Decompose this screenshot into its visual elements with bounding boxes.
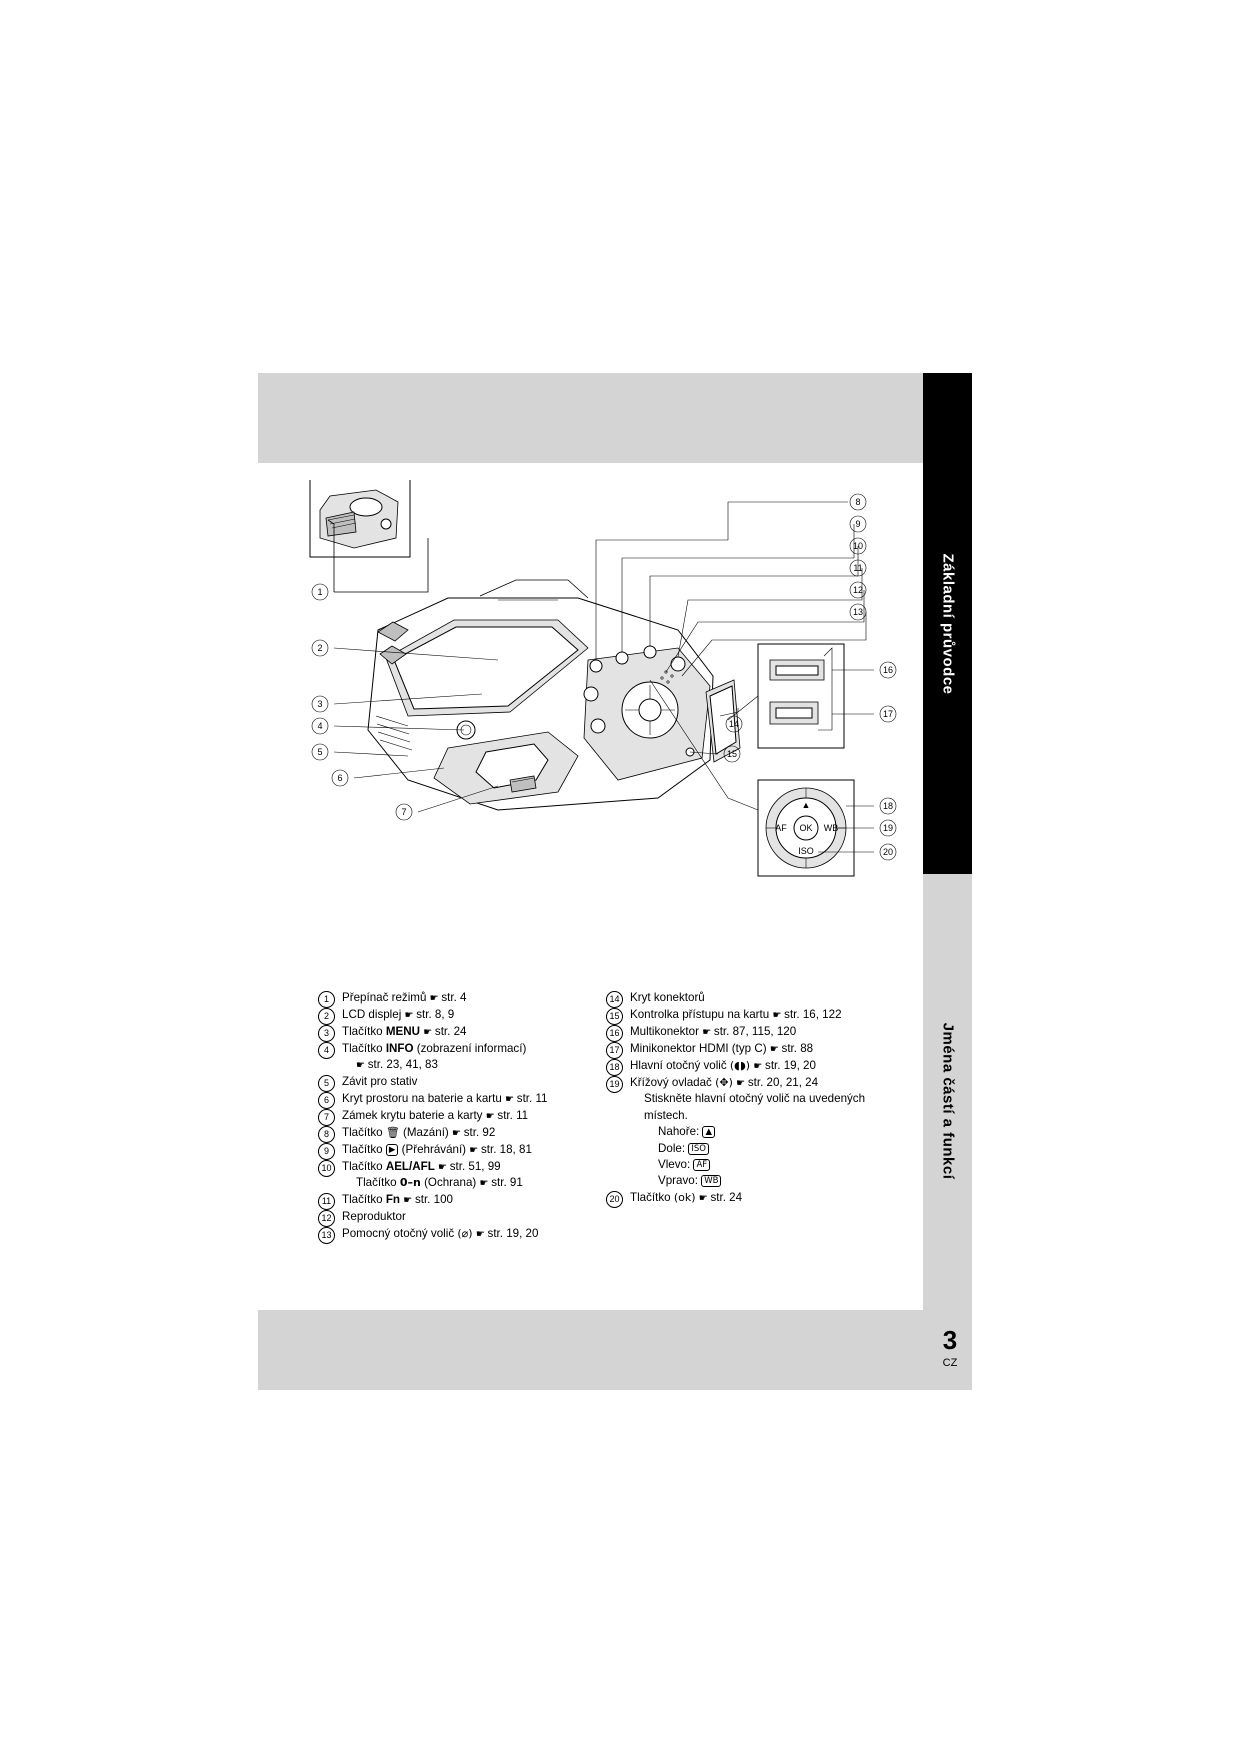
svg-text:8: 8 bbox=[855, 497, 861, 507]
reference-icon: ☛ bbox=[769, 1043, 779, 1055]
delete-icon: 🗑 bbox=[385, 1126, 400, 1140]
svg-text:11: 11 bbox=[853, 563, 863, 573]
chapter-tab-basic-guide bbox=[923, 373, 972, 874]
callout-number: 15 bbox=[606, 1008, 623, 1025]
legend-text: Tlačítko bbox=[342, 1143, 383, 1157]
header-band bbox=[258, 373, 972, 463]
legend-direction-down: Dole: bbox=[658, 1141, 686, 1155]
callout-number: 20 bbox=[606, 1191, 623, 1208]
reference-icon: ☛ bbox=[736, 1077, 745, 1089]
legend-item bbox=[318, 1125, 603, 1141]
reference-icon: ☛ bbox=[702, 1026, 711, 1038]
legend-button-name: Fn bbox=[385, 1193, 400, 1207]
legend-text: Kontrolka přístupu na kartu bbox=[630, 1007, 770, 1021]
legend-text: Přepínač režimů bbox=[342, 991, 427, 1004]
legend-item bbox=[318, 1142, 603, 1158]
callout-number: 7 bbox=[318, 1109, 335, 1126]
legend-subline bbox=[342, 1175, 603, 1191]
arrow-pad-icon: (✥) bbox=[715, 1075, 733, 1089]
reference-icon: ☛ bbox=[429, 993, 439, 1004]
legend-item bbox=[606, 1041, 916, 1057]
legend-text: Tlačítko bbox=[356, 1176, 397, 1190]
reference-icon: ☛ bbox=[505, 1094, 514, 1106]
legend-item bbox=[606, 1058, 916, 1074]
reference-icon: ☛ bbox=[698, 1193, 708, 1205]
legend-text-after: (Přehrávání) bbox=[401, 1143, 467, 1157]
camera-diagram bbox=[258, 480, 923, 985]
svg-text:12: 12 bbox=[852, 585, 864, 595]
legend-ref: str. 11 bbox=[516, 1092, 548, 1106]
legend-ref: str. 20, 21, 24 bbox=[747, 1075, 819, 1089]
legend-button-name: AEL/AFL bbox=[385, 1160, 435, 1174]
reference-icon: ☛ bbox=[479, 1178, 488, 1190]
legend-subline bbox=[342, 1057, 603, 1073]
callout-number: 9 bbox=[318, 1143, 335, 1160]
reference-icon: ☛ bbox=[772, 1009, 781, 1021]
callout-number: 13 bbox=[318, 1227, 335, 1244]
reference-icon: ☛ bbox=[485, 1111, 495, 1123]
callout-number: 2 bbox=[318, 1008, 335, 1025]
svg-text:9: 9 bbox=[855, 519, 861, 529]
svg-text:14: 14 bbox=[728, 719, 740, 729]
reference-icon: ☛ bbox=[356, 1060, 365, 1072]
svg-text:6: 6 bbox=[337, 773, 343, 783]
legend-item bbox=[318, 1074, 603, 1090]
reference-icon: ☛ bbox=[475, 1229, 485, 1241]
legend-item bbox=[606, 990, 916, 1006]
protect-icon: 0–n bbox=[399, 1176, 421, 1190]
legend-ref: str. 16, 122 bbox=[784, 1007, 842, 1021]
legend-direction-right: Vpravo: bbox=[658, 1174, 698, 1188]
legend-ref: str. 18, 81 bbox=[480, 1143, 532, 1157]
svg-text:3: 3 bbox=[317, 699, 323, 709]
legend-text: Tlačítko bbox=[342, 1024, 383, 1038]
callout-number: 17 bbox=[606, 1042, 623, 1059]
svg-text:10: 10 bbox=[852, 541, 864, 551]
reference-icon: ☛ bbox=[452, 1128, 461, 1140]
callout-number: 1 bbox=[318, 991, 335, 1008]
legend-text-after: (Mazání) bbox=[403, 1126, 449, 1140]
legend-ref: str. 51, 99 bbox=[449, 1160, 501, 1174]
callout-number: 6 bbox=[318, 1092, 335, 1109]
chapter-tab-part-names bbox=[923, 874, 972, 1390]
legend-item bbox=[318, 1007, 603, 1023]
legend-subline bbox=[630, 1157, 916, 1173]
callout-number: 18 bbox=[606, 1059, 623, 1076]
playback-icon: ▶ bbox=[386, 1144, 399, 1156]
legend-item bbox=[318, 1108, 603, 1124]
legend-item bbox=[606, 1075, 916, 1190]
svg-text:17: 17 bbox=[882, 709, 894, 719]
svg-text:WB: WB bbox=[823, 823, 839, 833]
ok-button-icon: (ok) bbox=[673, 1191, 696, 1205]
callout-number: 12 bbox=[318, 1210, 335, 1227]
svg-text:2: 2 bbox=[317, 643, 323, 653]
legend-ref: str. 24 bbox=[710, 1191, 743, 1205]
legend-item bbox=[318, 1024, 603, 1040]
reference-icon: ☛ bbox=[753, 1060, 762, 1072]
svg-text:19: 19 bbox=[882, 823, 894, 833]
legend-direction-left: Vlevo: bbox=[658, 1158, 691, 1172]
legend-ref: str. 4 bbox=[441, 991, 467, 1004]
legend-subline bbox=[630, 1124, 916, 1140]
legend-text-after: (zobrazení informací) bbox=[416, 1041, 527, 1055]
af-icon: AF bbox=[693, 1159, 710, 1171]
callout-number: 8 bbox=[318, 1126, 335, 1143]
legend-ref: str. 91 bbox=[491, 1176, 523, 1190]
legend-item bbox=[318, 1041, 603, 1074]
main-dial-icon: (◖◗) bbox=[729, 1058, 751, 1072]
chapter-tab-part-names-label: Jména částí a funkcí bbox=[939, 1022, 956, 1180]
svg-text:20: 20 bbox=[882, 847, 894, 857]
legend-item bbox=[318, 990, 603, 1006]
legend-text: Tlačítko bbox=[342, 1193, 383, 1207]
legend-ref: str. 88 bbox=[781, 1041, 814, 1055]
chapter-tab-basic-guide-label: Základní průvodce bbox=[939, 552, 956, 695]
legend-text: Tlačítko bbox=[342, 1126, 383, 1140]
legend-item bbox=[318, 1192, 603, 1208]
footer-band bbox=[258, 1310, 972, 1390]
callout-number: 11 bbox=[318, 1193, 335, 1210]
svg-text:16: 16 bbox=[882, 665, 894, 675]
legend-text: Tlačítko bbox=[342, 1041, 383, 1055]
legend-item bbox=[318, 1226, 603, 1242]
exposure-comp-icon: ▲ bbox=[702, 1126, 715, 1138]
legend-ref: str. 19, 20 bbox=[765, 1058, 816, 1072]
callout-number: 14 bbox=[606, 991, 623, 1008]
legend-ref: str. 87, 115, 120 bbox=[713, 1024, 797, 1038]
legend-text: Tlačítko bbox=[630, 1191, 671, 1205]
svg-text:18: 18 bbox=[882, 801, 894, 811]
legend-button-name: MENU bbox=[385, 1024, 420, 1038]
callout-number: 10 bbox=[318, 1160, 335, 1177]
svg-text:1: 1 bbox=[317, 587, 323, 597]
legend-item bbox=[318, 1091, 603, 1107]
page-language-code: CZ bbox=[942, 1357, 958, 1369]
legend-text: Závit pro stativ bbox=[342, 1075, 418, 1089]
svg-text:OK: OK bbox=[799, 823, 813, 833]
legend-text-after: (Ochrana) bbox=[424, 1176, 477, 1190]
svg-text:13: 13 bbox=[852, 607, 864, 617]
legend-text: Reproduktor bbox=[342, 1210, 406, 1224]
legend-text: Křížový ovladač bbox=[630, 1075, 712, 1089]
legend-text: Tlačítko bbox=[342, 1160, 383, 1174]
callout-number: 3 bbox=[318, 1025, 335, 1042]
callout-number: 19 bbox=[606, 1076, 623, 1093]
legend-item bbox=[606, 1024, 916, 1040]
reference-icon: ☛ bbox=[423, 1026, 432, 1038]
legend-ref: str. 11 bbox=[497, 1109, 529, 1123]
legend-subline: Stiskněte hlavní otočný volič na uvedených bbox=[644, 1092, 866, 1106]
legend-item bbox=[606, 1007, 916, 1023]
sub-dial-icon: (⌀) bbox=[457, 1227, 473, 1241]
legend-text: Multikonektor bbox=[630, 1024, 699, 1038]
legend-column-right bbox=[606, 990, 916, 1207]
legend-subline: místech. bbox=[644, 1108, 688, 1122]
svg-text:5: 5 bbox=[317, 747, 323, 757]
legend-ref: str. 92 bbox=[463, 1126, 496, 1140]
legend-ref: str. 19, 20 bbox=[487, 1227, 539, 1241]
svg-text:AF: AF bbox=[775, 823, 787, 833]
legend-text: Zámek krytu baterie a karty bbox=[342, 1109, 483, 1123]
legend-text: Minikonektor HDMI (typ C) bbox=[630, 1041, 767, 1055]
callout-number: 4 bbox=[318, 1042, 335, 1059]
reference-icon: ☛ bbox=[403, 1195, 412, 1207]
legend-item bbox=[606, 1190, 916, 1206]
legend-text: Hlavní otočný volič bbox=[630, 1058, 727, 1072]
iso-icon: ISO bbox=[688, 1143, 709, 1155]
legend-item bbox=[318, 1209, 603, 1225]
legend-ref: str. 100 bbox=[414, 1193, 453, 1207]
legend-text: Kryt prostoru na baterie a kartu bbox=[342, 1092, 502, 1106]
reference-icon: ☛ bbox=[469, 1145, 478, 1157]
svg-text:4: 4 bbox=[317, 721, 323, 731]
svg-text:15: 15 bbox=[726, 749, 738, 759]
callout-number: 5 bbox=[318, 1075, 335, 1092]
legend-column-left bbox=[318, 990, 603, 1243]
legend-text: Pomocný otočný volič bbox=[342, 1227, 455, 1241]
legend-ref: str. 23, 41, 83 bbox=[367, 1058, 438, 1072]
legend-ref: str. 24 bbox=[434, 1024, 467, 1038]
svg-text:ISO: ISO bbox=[798, 846, 814, 856]
page-number: 3 bbox=[942, 1325, 958, 1355]
reference-icon: ☛ bbox=[438, 1162, 447, 1174]
svg-text:7: 7 bbox=[401, 807, 407, 817]
legend-button-name: INFO bbox=[385, 1041, 414, 1055]
legend-direction-up: Nahoře: bbox=[658, 1125, 700, 1139]
legend-subline bbox=[630, 1141, 916, 1157]
wb-icon: WB bbox=[701, 1175, 721, 1187]
svg-text:▲: ▲ bbox=[801, 800, 811, 810]
legend-item bbox=[318, 1159, 603, 1192]
callout-number: 16 bbox=[606, 1025, 623, 1042]
legend-text: LCD displej bbox=[342, 1007, 402, 1021]
legend-text: Kryt konektorů bbox=[630, 991, 705, 1004]
legend-subline bbox=[630, 1173, 916, 1189]
legend-ref: str. 8, 9 bbox=[416, 1007, 455, 1021]
reference-icon: ☛ bbox=[404, 1009, 413, 1021]
